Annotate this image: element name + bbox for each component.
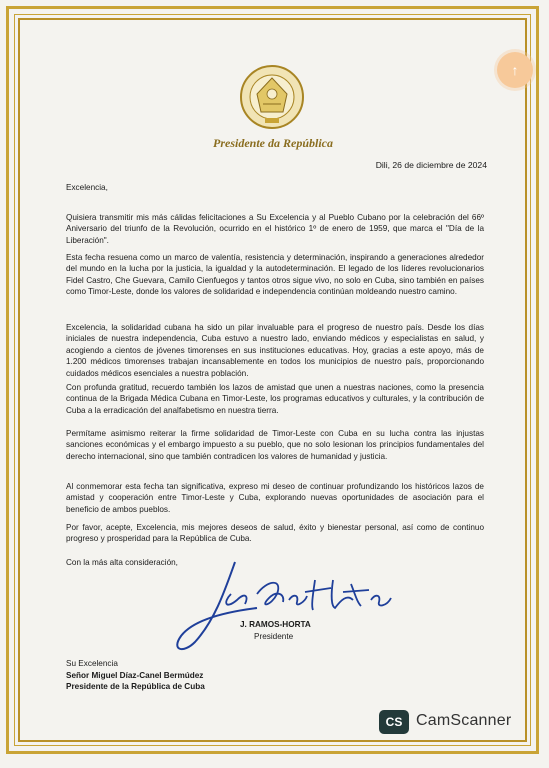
signatory-role: Presidente (254, 632, 294, 641)
camscanner-watermark: CamScanner (416, 712, 512, 729)
paragraph-1: Quisiera transmitir mis más cálidas felicitaciones a Su Excelencia y al Pueblo Cubano por la celebración del 66º Aniversario del triunfo de la Revolución, ocurrido en el histórico 1º de enero de 1959, que marca el "Día de la Liberación". (66, 213, 484, 245)
salutation: Excelencia, (66, 183, 108, 192)
closing-line: Con la más alta consideración, (66, 558, 178, 567)
paragraph-7: Por favor, acepte, Excelencia, mis mejores deseos de salud, éxito y bienestar personal, así como de continuo progreso y prosperidad para la República de Cuba. (66, 523, 484, 544)
addressee-line-3: Presidente de la República de Cuba (66, 682, 205, 692)
upload-arrow-icon: ↑ (511, 62, 519, 78)
paragraph-3: Excelencia, la solidaridad cubana ha sido un pilar invaluable para el progreso de nuestro país. Desde los días iniciales de nuestra independencia, Cuba estuvo a nuestro lado, enviando médicos y especialistas en salud, y acogiendo a cientos de jóvenes timorenses en sus instituciones educativas. Hoy, gracias a este apoyo, más de 1.200 médicos timorenses trabajan incansablemente en todos los municipios de nuestro país, proporcionando cuidados médicos esenciales a nuestra población. (66, 323, 484, 378)
paragraph-4: Con profunda gratitud, recuerdo también los lazos de amistad que unen a nuestras naciones, como la presencia continua de la Brigada Médica Cubana en Timor-Leste, los programas educativos y culturales, y la contribución de Cuba a la erradicación del analfabetismo en nuestra tierra. (66, 383, 484, 415)
presidential-seal-icon (239, 64, 305, 130)
addressee-line-2: Señor Miguel Díaz-Canel Bermúdez (66, 670, 204, 680)
letter-date: Dili, 26 de diciembre de 2024 (375, 160, 487, 170)
addressee-block (66, 658, 205, 693)
president-title: Presidente da República (213, 136, 333, 150)
paragraph-5: Permítame asimismo reiterar la firme solidaridad de Timor-Leste con Cuba en su lucha contra las injustas sanciones económicas y el embargo impuesto a su pueblo, que no solo lesionan los principios fundamentales del derecho internacional, sino que también contradicen los valores de humanidad y justicia. (66, 429, 484, 461)
camscanner-logo-icon: CS (379, 710, 409, 734)
handwritten-signature-icon (165, 550, 405, 660)
floating-action-button[interactable] (497, 52, 533, 88)
signatory-name: J. RAMOS-HORTA (240, 620, 311, 629)
paragraph-2: Esta fecha resuena como un marco de valentía, resistencia y determinación, inspirando a generaciones alrededor del mundo en la lucha por la justicia, la igualdad y la autodeterminación. El legado de los líderes revolucionarios Fidel Castro, Che Guevara, Camilo Cienfuegos y tantos otros sigue vivo, no solo en Cuba, sino también en países como Timor-Leste, donde los valores de solidaridad e independencia continúan moldeando nuestro camino. (66, 253, 484, 297)
paragraph-6: Al conmemorar esta fecha tan significativa, expreso mi deseo de continuar profundizando los históricos lazos de amistad y cooperación entre Timor-Leste y Cuba, explorando nuevas oportunidades de asociación para el beneficio de ambos pueblos. (66, 482, 484, 514)
addressee-line-1: Su Excelencia (66, 659, 118, 668)
